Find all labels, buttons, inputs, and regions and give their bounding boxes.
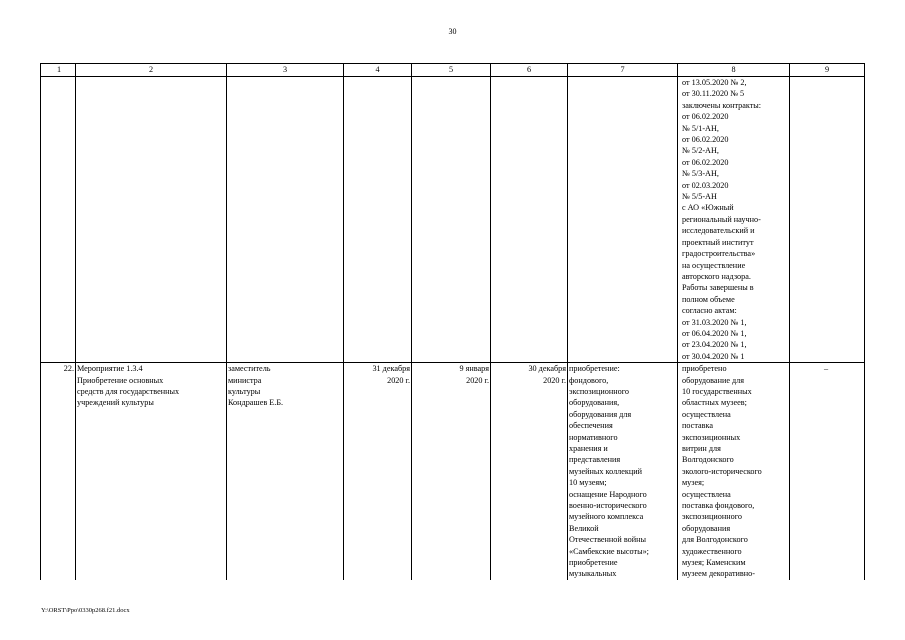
text-line: исследовательский и [682,226,755,236]
text-line: приобретение: [569,364,620,374]
text-line: оборудования [682,523,731,533]
text-line: № 5/2-АН, [682,146,719,156]
text-line: поставка фондового, [682,501,755,511]
text-line: нормативного [569,432,618,442]
column-number: 5 [412,64,491,77]
column-number: 6 [491,64,568,77]
text-line: 30 декабря [528,364,566,374]
text-line: Кондрашев Е.Б. [228,398,284,408]
text-line: от 02.03.2020 [682,180,729,190]
text-line: от 06.02.2020 [682,112,729,122]
text-line: представления [569,455,621,465]
text-line: музыкальных [569,569,617,579]
column-number: 8 [678,64,790,77]
table-row-22 [41,363,865,580]
result-cell [678,77,790,363]
text-line: учреждений культуры [77,398,154,408]
text-line: согласно актам: [682,306,737,316]
text-line: музейных коллекций [569,466,643,476]
text-line: музейного комплекса [569,512,644,522]
text-line: градостроительства» [682,249,756,259]
text-line: осуществлена [682,409,731,419]
text-line: Работы завершены в [682,283,754,293]
text-line: 31 декабря [372,364,410,374]
start-date-cell [412,363,491,580]
column-number-row [41,64,865,77]
text-line: от 31.03.2020 № 1, [682,317,747,327]
text-line: авторского надзора. [682,271,751,281]
row-number: 22. [41,363,76,580]
text-line: с АО «Южный [682,203,734,213]
text-line: оборудование для [682,375,745,385]
text-line: от 06.02.2020 [682,157,729,167]
text-line: оснащение Народного [569,489,647,499]
table-row-continued [41,77,865,363]
text-line: от 30.11.2020 № 5 [682,89,745,99]
actual-result-cell [678,363,790,580]
responsible-cell [227,363,344,580]
text-line: заключены контракты: [682,100,762,110]
text-line: оборудования, [569,398,620,408]
text-line: областных музеев; [682,398,747,408]
text-line: «Самбекские высоты»; [569,546,649,556]
text-line: региональный научно- [682,214,761,224]
text-line: № 5/1-АН, [682,123,719,133]
text-line: музея; [682,478,705,488]
text-line: 2020 г. [543,375,566,385]
text-line: художественного [682,546,742,556]
measure-cell [76,363,227,580]
text-line: экспозиционного [569,386,629,396]
text-line: обеспечения [569,421,613,431]
expected-result-cell [568,363,678,580]
text-line: эколого-исторического [682,466,762,476]
notes-cell: – [790,363,865,580]
page-number: 30 [448,27,457,36]
footer-file-path: Y:\ORST\Ppo\0330p268.f21.docx [41,607,130,614]
text-line: от 06.04.2020 № 1, [682,328,747,338]
text-line: 2020 г. [466,375,489,385]
text-line: от 23.04.2020 № 1, [682,340,747,350]
text-line: Мероприятие 1.3.4 [77,364,143,374]
text-line: оборудования для [569,409,632,419]
text-line: Отечественной войны [569,535,646,545]
text-line: военно-исторического [569,501,647,511]
text-line: экспозиционного [682,512,742,522]
report-table [40,63,865,580]
text-line: поставка [682,421,713,431]
text-line: полном объеме [682,294,735,304]
text-line: музея; Каменским [682,558,746,568]
text-line: 10 музеям; [569,478,607,488]
text-line: заместитель [228,364,271,374]
text-line: средств для государственных [77,386,180,396]
column-number: 3 [227,64,344,77]
text-line: от 13.05.2020 № 2, [682,78,747,87]
end-date-cell [491,363,568,580]
text-line: 10 государственных [682,386,752,396]
text-line: витрин для [682,444,721,453]
text-line: осуществлена [682,489,731,499]
text-line: для Волгодонского [682,535,748,545]
text-line: Волгодонского [682,455,734,465]
text-line: № 5/3-АН, [682,169,719,179]
text-line: культуры [228,386,261,396]
text-line: музеем декоративно- [682,569,756,579]
column-number: 4 [344,64,412,77]
text-line: проектный институт [682,237,754,247]
text-line: 2020 г. [387,375,410,385]
column-number: 9 [790,64,865,77]
column-number: 7 [568,64,678,77]
text-line: на осуществление [682,260,746,270]
text-line: экспозиционных [682,432,741,442]
column-number: 2 [76,64,227,77]
text-line: от 30.04.2020 № 1 [682,351,745,361]
text-line: № 5/5-АН [682,192,717,202]
text-line: фондового, [569,375,609,385]
text-line: Великой [569,523,599,533]
planned-date-cell [344,363,412,580]
text-line: приобретено [682,364,727,374]
text-line: Приобретение основных [77,375,164,385]
text-line: хранения и [569,444,608,453]
column-number: 1 [41,64,76,77]
text-line: министра [228,375,262,385]
text-line: приобретение [569,558,618,568]
text-line: от 06.02.2020 [682,135,729,145]
text-line: 9 января [459,364,489,374]
